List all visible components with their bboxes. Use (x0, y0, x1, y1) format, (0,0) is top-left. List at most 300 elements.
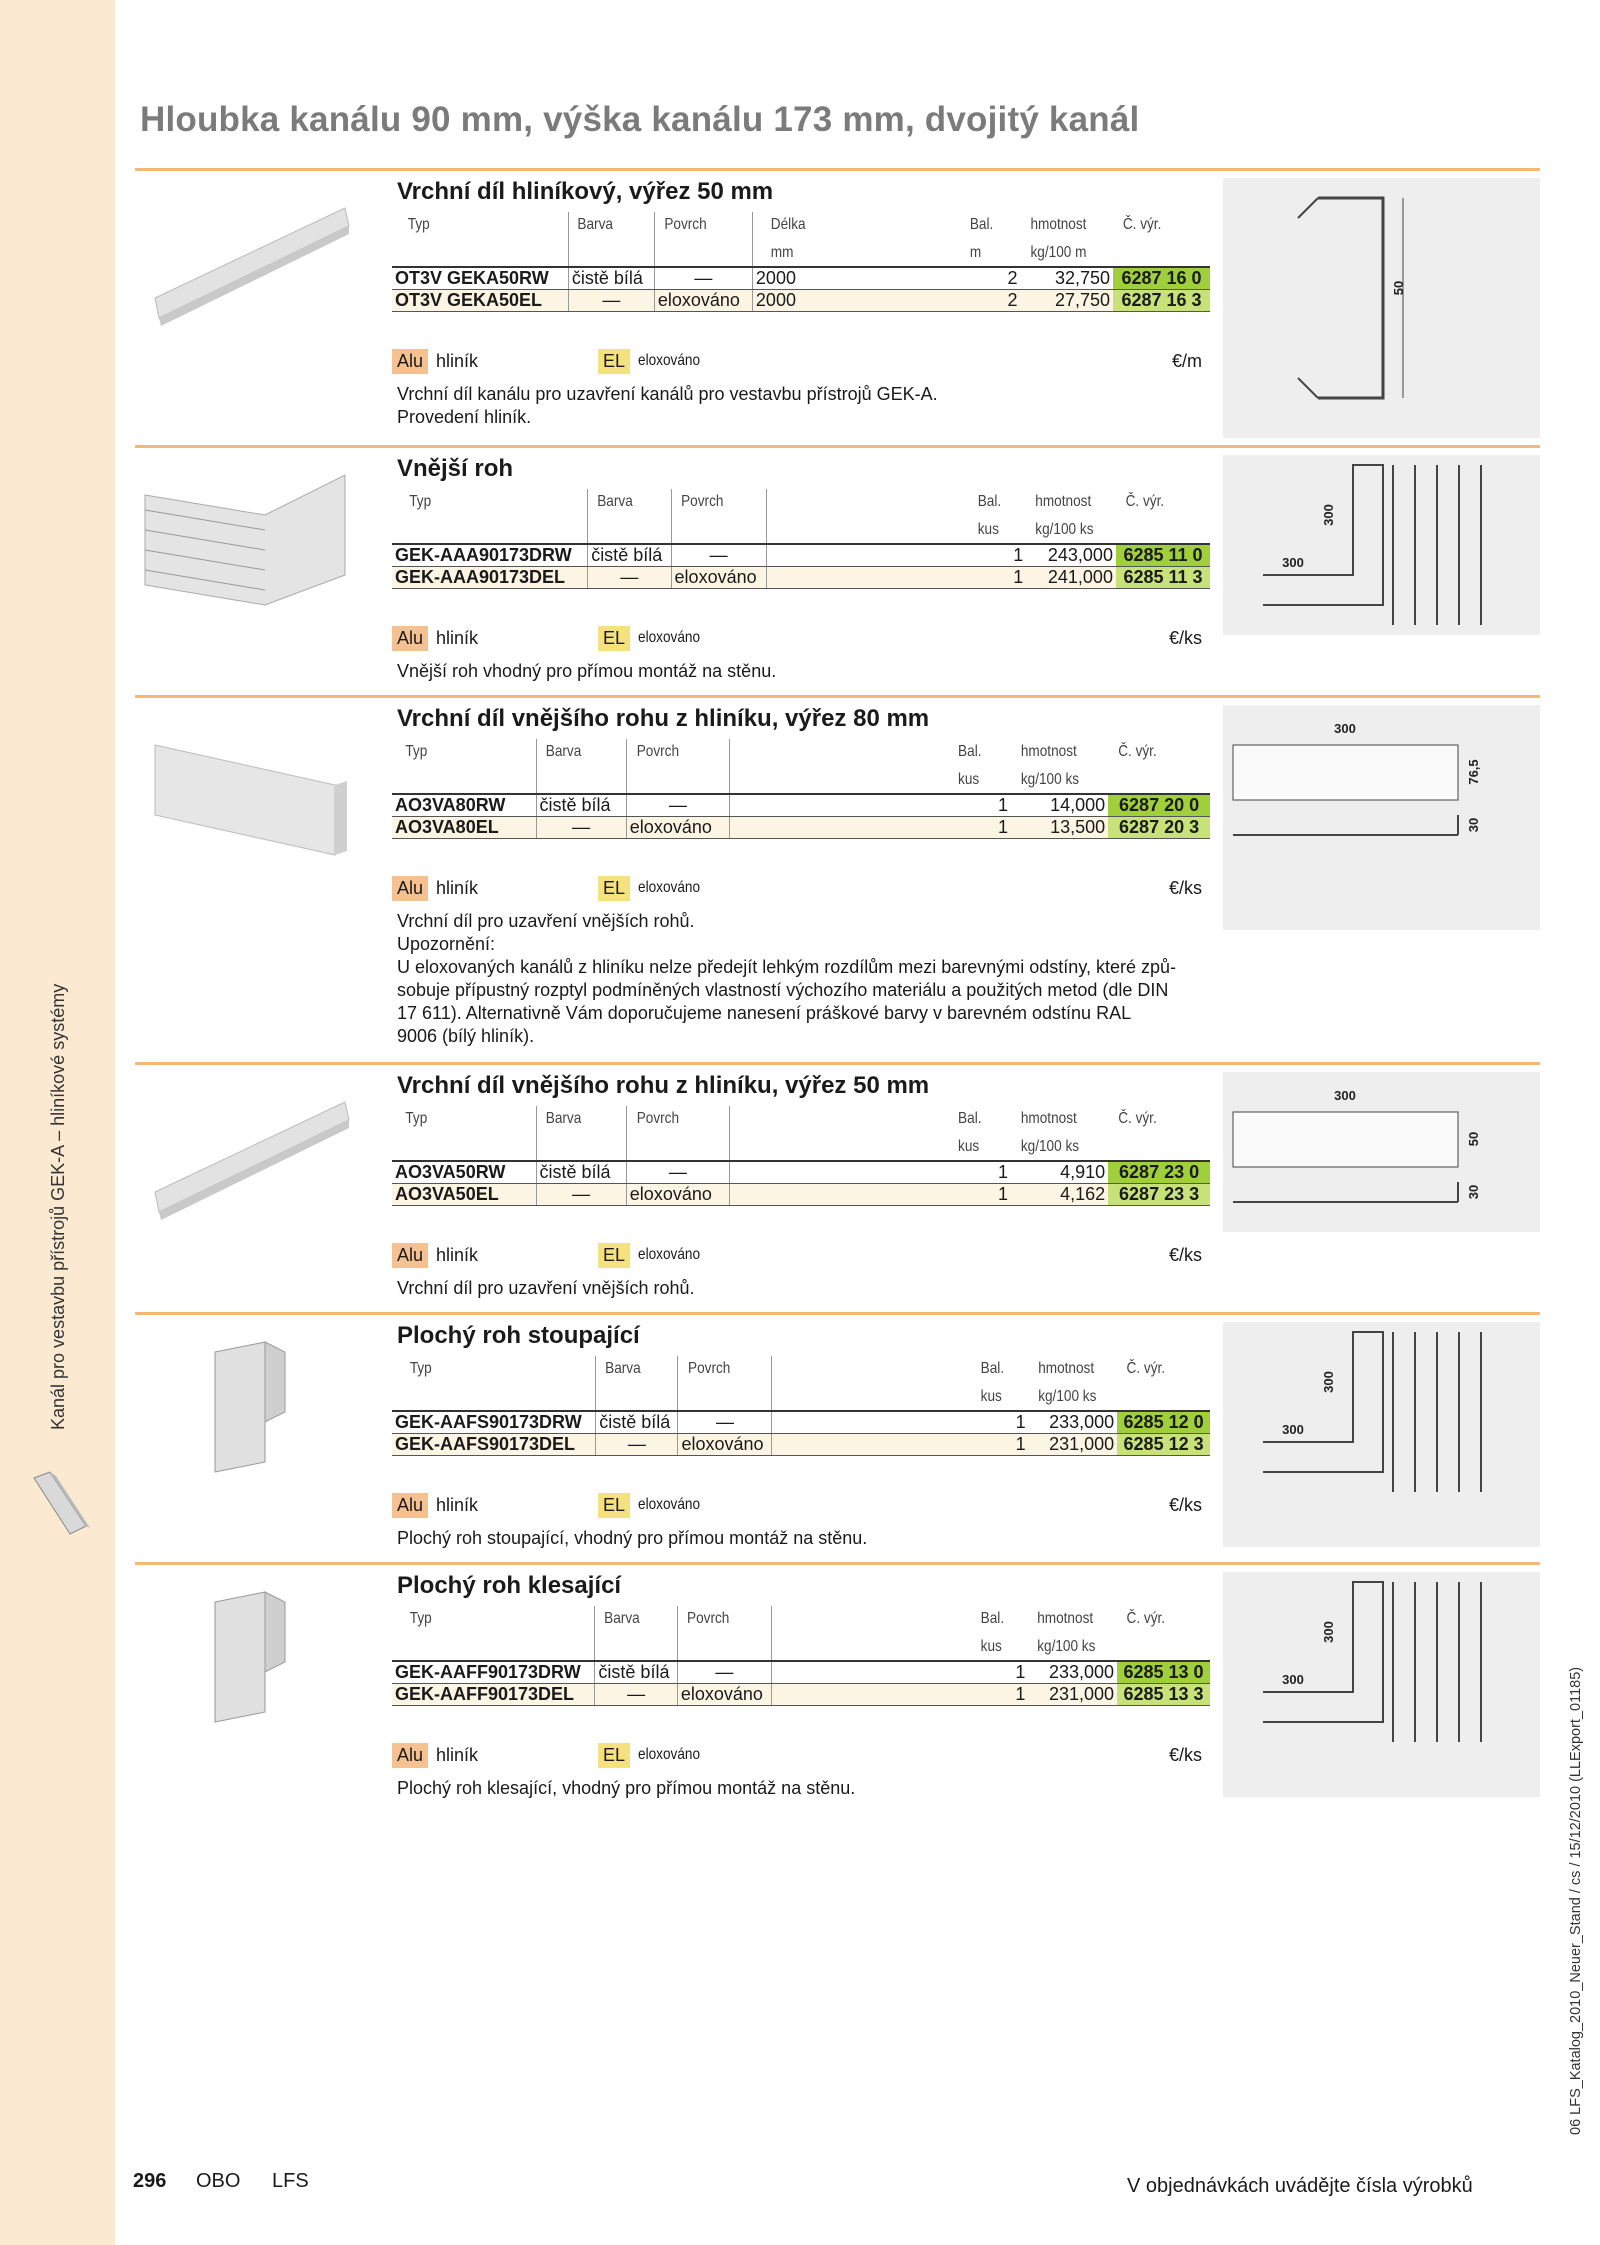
table-row (392, 267, 1210, 290)
section-divider (135, 695, 1540, 698)
cell-povrch: eloxováno (626, 1184, 729, 1206)
column-unit (543, 1132, 620, 1161)
cell-cislo: 6285 11 3 (1116, 567, 1210, 589)
price-unit: €/ks (1168, 627, 1202, 648)
cell-barva: — (595, 1684, 677, 1706)
column-unit (1116, 765, 1203, 794)
section-description (397, 1527, 1217, 1550)
section-title: Vnější roh (397, 455, 514, 482)
cell-cislo: 6287 16 3 (1113, 290, 1210, 312)
cell-povrch: eloxováno (671, 567, 766, 589)
section-divider (135, 1062, 1540, 1065)
order-note: V objednávkách uvádějte čísla výrobků (1127, 2175, 1473, 2197)
section-title: Plochý roh klesající (397, 1572, 622, 1599)
cell-typ: GEK-AAFF90173DRW (392, 1661, 595, 1684)
spec-table (392, 1356, 1210, 1456)
cell-cislo: 6285 13 3 (1117, 1684, 1210, 1706)
column-unit (662, 238, 745, 267)
table-row (392, 1161, 1210, 1184)
section-description (397, 910, 1217, 1048)
description-line: Vnější roh vhodný pro přímou montáž na stěnu. (397, 661, 777, 681)
cell-cislo: 6285 12 0 (1117, 1411, 1210, 1434)
description-line: Provedení hliník. (397, 407, 532, 427)
dimension-label: 30 (1466, 1184, 1481, 1200)
price-unit: €/ks (1168, 877, 1202, 898)
table-row (392, 1684, 1210, 1706)
cell-delka (766, 544, 971, 567)
column-header: Typ (405, 212, 555, 238)
cell-delka: 2000 (752, 267, 963, 290)
section-title: Plochý roh stoupající (397, 1322, 640, 1349)
column-header: Povrch (678, 489, 759, 515)
unit-row (392, 765, 1210, 794)
cell-cislo: 6287 20 3 (1108, 817, 1210, 839)
cell-bal: 1 (971, 567, 1027, 589)
cell-bal: 1 (974, 1411, 1029, 1434)
column-header (787, 1356, 959, 1382)
column-header: Povrch (662, 212, 745, 238)
page-number: 296 (133, 2170, 167, 2192)
technical-drawing (1223, 705, 1540, 930)
header-row (392, 1606, 1210, 1632)
cell-typ: OT3V GEKA50EL (392, 290, 568, 312)
cell-cislo: 6287 23 0 (1108, 1161, 1210, 1184)
cell-povrch: — (671, 544, 766, 567)
channel-thumbnail-icon (30, 1468, 90, 1538)
el-label: eloxováno (638, 879, 701, 896)
column-unit (405, 238, 555, 267)
column-unit (746, 1132, 934, 1161)
alu-label: hliník (436, 877, 479, 898)
column-unit: kus (955, 1132, 1006, 1161)
column-header: Povrch (685, 1356, 765, 1382)
spec-table (392, 1606, 1210, 1706)
dimension-label: 50 (1466, 1131, 1481, 1147)
cell-povrch: eloxováno (678, 1434, 772, 1456)
column-unit (782, 515, 956, 544)
el-badge: EL (598, 1743, 630, 1768)
cell-hmotnost: 241,000 (1026, 567, 1116, 589)
cell-bal: 1 (951, 1184, 1011, 1206)
dimension-label: 50 (1391, 280, 1406, 296)
table-row (392, 567, 1210, 589)
column-unit: kg/100 ks (1033, 515, 1109, 544)
cell-cislo: 6285 12 3 (1117, 1434, 1210, 1456)
alu-badge: Alu (392, 1493, 428, 1518)
column-unit (575, 238, 648, 267)
cell-hmotnost: 233,000 (1028, 1661, 1117, 1684)
alu-badge: Alu (392, 1743, 428, 1768)
column-unit: kus (978, 1632, 1025, 1661)
description-line: Vrchní díl pro uzavření vnějších rohů. (397, 911, 695, 931)
column-header: Barva (594, 489, 665, 515)
cell-hmotnost: 27,750 (1021, 290, 1114, 312)
column-header: Č. výr. (1126, 1610, 1166, 1627)
column-unit (1116, 1132, 1203, 1161)
column-header: hmotnost (1030, 216, 1086, 233)
column-unit (1124, 1382, 1203, 1411)
price-unit: €/ks (1168, 1494, 1202, 1515)
cell-cislo: 6285 11 0 (1116, 544, 1210, 567)
column-header: Bal. (977, 493, 1001, 510)
document-reference: 06 LFS_Katalog_2010_Neuer_Stand / cs / 15/12/2010 (LLExport_01185) (1568, 1666, 1584, 2135)
dimension-label: 300 (1334, 1088, 1356, 1103)
description-line: Plochý roh stoupající, vhodný pro přímou montáž na stěnu. (397, 1528, 868, 1548)
dimension-label: 300 (1321, 1371, 1336, 1393)
description-line: Vrchní díl kanálu pro uzavření kanálů pro vestavbu přístrojů GEK-A. (397, 384, 938, 404)
cell-bal: 1 (974, 1661, 1029, 1684)
description-line: sobuje přípustný rozptyl podmíněných vlastností výchozího materiálu a použitých metod (dle DIN (397, 980, 1169, 1000)
cell-barva: čistě bílá (595, 1661, 677, 1684)
cell-povrch: eloxováno (654, 290, 752, 312)
cell-typ: GEK-AAFF90173DEL (392, 1684, 595, 1706)
column-header: hmotnost (1020, 743, 1077, 760)
column-unit (602, 1382, 672, 1411)
cell-hmotnost: 4,162 (1011, 1184, 1108, 1206)
column-unit (407, 1382, 580, 1411)
section-divider (135, 1562, 1540, 1565)
column-unit (634, 765, 722, 794)
cell-barva: — (596, 1434, 678, 1456)
el-badge: EL (598, 349, 630, 374)
section-title: Vrchní díl hliníkový, výřez 50 mm (397, 178, 774, 205)
section-title: Vrchní díl vnějšího rohu z hliníku, výřez 50 mm (397, 1072, 930, 1099)
material-legend (392, 347, 1210, 375)
cell-bal: 1 (974, 1684, 1029, 1706)
cell-typ: GEK-AAA90173DRW (392, 544, 588, 567)
unit-row (392, 238, 1210, 267)
column-unit (1124, 1632, 1203, 1661)
header-row (392, 1356, 1210, 1382)
column-unit (543, 765, 620, 794)
dimension-label: 300 (1321, 1621, 1336, 1643)
column-unit (1123, 515, 1203, 544)
el-badge: EL (598, 876, 630, 901)
table-row (392, 1434, 1210, 1456)
cell-barva: čistě bílá (596, 1411, 678, 1434)
unit-row (392, 515, 1210, 544)
column-header: Č. výr. (1118, 1110, 1157, 1127)
unit-row (392, 1382, 1210, 1411)
cell-bal: 2 (963, 290, 1020, 312)
cell-povrch: eloxováno (677, 1684, 771, 1706)
column-unit (634, 1132, 722, 1161)
column-header: Bal. (957, 1110, 982, 1127)
cell-typ: AO3VA50EL (392, 1184, 536, 1206)
el-label: eloxováno (638, 1246, 701, 1263)
cell-typ: AO3VA80RW (392, 794, 536, 817)
column-unit: kg/100 ks (1035, 1382, 1110, 1411)
cell-bal: 1 (951, 1161, 1011, 1184)
column-header: Délka (771, 216, 806, 233)
alu-label: hliník (436, 350, 479, 371)
table-row (392, 817, 1210, 839)
dimension-label: 300 (1334, 721, 1356, 736)
cell-delka (729, 794, 951, 817)
column-unit (403, 1132, 525, 1161)
cell-povrch: — (626, 794, 729, 817)
column-header: Typ (407, 489, 573, 515)
spec-table (392, 739, 1210, 839)
product-photo (135, 1322, 365, 1522)
material-legend (392, 1241, 1210, 1269)
cell-povrch: — (677, 1661, 771, 1684)
column-unit: kg/100 ks (1035, 1632, 1110, 1661)
product-photo (135, 455, 365, 655)
section-description (397, 1277, 1217, 1300)
column-header: Barva (575, 212, 648, 238)
material-legend (392, 874, 1210, 902)
section-divider (135, 168, 1540, 171)
column-unit (787, 1382, 959, 1411)
product-section (135, 695, 1540, 1046)
cell-typ: AO3VA50RW (392, 1161, 536, 1184)
el-label: eloxováno (638, 629, 701, 646)
table-row (392, 794, 1210, 817)
dimension-label: 300 (1321, 504, 1336, 526)
header-row (392, 212, 1210, 238)
cell-povrch: — (678, 1411, 772, 1434)
column-header: Č. výr. (1118, 743, 1157, 760)
division-name: LFS (272, 2170, 309, 2192)
column-unit: mm (768, 238, 947, 267)
material-legend (392, 1491, 1210, 1519)
description-line: Vrchní díl pro uzavření vnějších rohů. (397, 1278, 695, 1298)
column-unit: kg/100 ks (1018, 1132, 1101, 1161)
column-header (787, 1606, 959, 1632)
cell-hmotnost: 233,000 (1029, 1411, 1118, 1434)
cell-delka (729, 817, 951, 839)
cell-barva: — (568, 290, 654, 312)
header-row (392, 739, 1210, 765)
column-header: Barva (543, 1106, 620, 1132)
column-unit (685, 1382, 765, 1411)
column-header (782, 489, 956, 515)
column-header: hmotnost (1020, 1110, 1077, 1127)
price-unit: €/m (1171, 350, 1202, 371)
column-header: Barva (602, 1356, 672, 1382)
column-header: Č. výr. (1126, 1360, 1166, 1377)
column-header: Povrch (634, 739, 722, 765)
cell-bal: 2 (963, 267, 1020, 290)
column-unit (678, 515, 759, 544)
alu-badge: Alu (392, 1243, 428, 1268)
column-unit (684, 1632, 764, 1661)
column-header: Typ (407, 1606, 579, 1632)
column-unit: m (968, 238, 1017, 267)
table-row (392, 544, 1210, 567)
cell-bal: 1 (951, 794, 1011, 817)
alu-label: hliník (436, 1494, 479, 1515)
cell-povrch: — (654, 267, 752, 290)
column-header: Barva (601, 1606, 671, 1632)
section-title: Vrchní díl vnějšího rohu z hliníku, výřez 80 mm (397, 705, 930, 732)
column-unit (407, 515, 573, 544)
description-line: Upozornění: (397, 934, 496, 954)
cell-cislo: 6287 16 0 (1113, 267, 1210, 290)
product-section (135, 445, 1540, 715)
column-header: Typ (403, 739, 525, 765)
cell-delka: 2000 (752, 290, 963, 312)
column-header: Bal. (970, 216, 994, 233)
column-header: Bal. (980, 1360, 1004, 1377)
column-unit: kg/100 m (1027, 238, 1106, 267)
cell-povrch: — (626, 1161, 729, 1184)
alu-badge: Alu (392, 876, 428, 901)
column-header: Č. výr. (1125, 493, 1165, 510)
brand-name: OBO (196, 2170, 241, 2192)
dimension-label: 30 (1466, 817, 1481, 833)
el-label: eloxováno (638, 1746, 701, 1763)
technical-drawing (1223, 178, 1540, 438)
cell-bal: 1 (951, 817, 1011, 839)
column-header: hmotnost (1035, 493, 1092, 510)
column-header: hmotnost (1037, 1610, 1094, 1627)
column-header: Bal. (980, 1610, 1004, 1627)
cell-povrch: eloxováno (626, 817, 729, 839)
cell-hmotnost: 32,750 (1021, 267, 1114, 290)
cell-delka (729, 1184, 951, 1206)
cell-hmotnost: 243,000 (1026, 544, 1116, 567)
cell-delka (772, 1411, 974, 1434)
product-photo (135, 178, 365, 378)
price-unit: €/ks (1168, 1244, 1202, 1265)
cell-cislo: 6287 20 0 (1108, 794, 1210, 817)
cell-barva: čistě bílá (568, 267, 654, 290)
column-header (746, 739, 934, 765)
cell-barva: — (588, 567, 671, 589)
sidebar-label: Kanál pro vestavbu přístrojů GEK-A – hliníkové systémy (48, 983, 68, 1430)
column-header (746, 1106, 934, 1132)
cell-hmotnost: 231,000 (1028, 1684, 1117, 1706)
section-divider (135, 445, 1540, 448)
column-unit (746, 765, 934, 794)
column-header: Barva (543, 739, 620, 765)
material-legend (392, 624, 1210, 652)
column-unit (1120, 238, 1202, 267)
price-unit: €/ks (1168, 1744, 1202, 1765)
column-header: Povrch (634, 1106, 722, 1132)
table-row (392, 290, 1210, 312)
technical-drawing (1223, 1572, 1540, 1797)
column-unit (787, 1632, 959, 1661)
alu-label: hliník (436, 627, 479, 648)
column-unit (407, 1632, 579, 1661)
el-badge: EL (598, 1493, 630, 1518)
column-unit (403, 765, 525, 794)
spec-table (392, 212, 1210, 312)
product-section (135, 1562, 1540, 1832)
cell-cislo: 6287 23 3 (1108, 1184, 1210, 1206)
description-line: 17 611). Alternativně Vám doporučujeme nanesení práškové barvy v barevném odstínu RAL (397, 1003, 1132, 1023)
column-unit: kus (955, 765, 1006, 794)
description-line: 9006 (bílý hliník). (397, 1026, 535, 1046)
cell-delka (729, 1161, 951, 1184)
alu-label: hliník (436, 1244, 479, 1265)
cell-hmotnost: 14,000 (1011, 794, 1108, 817)
section-description (397, 660, 1217, 683)
cell-hmotnost: 4,910 (1011, 1161, 1108, 1184)
page-title: Hloubka kanálu 90 mm, výška kanálu 173 mm, dvojitý kanál (140, 100, 1140, 139)
cell-delka (771, 1684, 973, 1706)
cell-cislo: 6285 13 0 (1117, 1661, 1210, 1684)
dimension-label: 300 (1282, 555, 1304, 570)
column-unit (601, 1632, 671, 1661)
sidebar-band (0, 0, 115, 2245)
product-section (135, 168, 1540, 438)
el-badge: EL (598, 626, 630, 651)
cell-hmotnost: 13,500 (1011, 817, 1108, 839)
cell-delka (766, 567, 971, 589)
product-section (135, 1062, 1540, 1332)
unit-row (392, 1132, 1210, 1161)
technical-drawing (1223, 1072, 1540, 1232)
column-header: Typ (403, 1106, 525, 1132)
description-line: U eloxovaných kanálů z hliníku nelze předejít lehkým rozdílům mezi barevnými odstíny, které způ- (397, 957, 1177, 977)
technical-drawing (1223, 1322, 1540, 1547)
dimension-label: 76,5 (1466, 759, 1481, 785)
table-row (392, 1411, 1210, 1434)
column-header: Bal. (957, 743, 982, 760)
cell-barva: — (536, 1184, 626, 1206)
cell-barva: čistě bílá (588, 544, 671, 567)
unit-row (392, 1632, 1210, 1661)
column-unit: kus (975, 515, 1022, 544)
column-unit: kg/100 ks (1018, 765, 1101, 794)
alu-label: hliník (436, 1744, 479, 1765)
column-header: Č. výr. (1122, 216, 1162, 233)
cell-typ: GEK-AAFS90173DRW (392, 1411, 596, 1434)
product-photo (135, 705, 365, 905)
cell-barva: čistě bílá (536, 794, 626, 817)
column-header: Typ (407, 1356, 580, 1382)
alu-badge: Alu (392, 349, 428, 374)
header-row (392, 489, 1210, 515)
spec-table (392, 489, 1210, 589)
table-row (392, 1184, 1210, 1206)
column-unit (594, 515, 665, 544)
cell-typ: GEK-AAFS90173DEL (392, 1434, 596, 1456)
column-header: hmotnost (1037, 1360, 1094, 1377)
el-label: eloxováno (638, 1496, 701, 1513)
description-line: Plochý roh klesající, vhodný pro přímou montáž na stěnu. (397, 1778, 856, 1798)
dimension-label: 300 (1282, 1422, 1304, 1437)
alu-badge: Alu (392, 626, 428, 651)
section-divider (135, 1312, 1540, 1315)
header-row (392, 1106, 1210, 1132)
material-legend (392, 1741, 1210, 1769)
cell-delka (771, 1661, 973, 1684)
cell-bal: 1 (974, 1434, 1029, 1456)
column-header: Povrch (684, 1606, 764, 1632)
section-description (397, 383, 1217, 429)
product-photo (135, 1572, 365, 1772)
cell-hmotnost: 231,000 (1029, 1434, 1118, 1456)
column-unit: kus (978, 1382, 1025, 1411)
el-badge: EL (598, 1243, 630, 1268)
product-photo (135, 1072, 365, 1272)
cell-bal: 1 (971, 544, 1027, 567)
el-label: eloxováno (638, 352, 701, 369)
section-description (397, 1777, 1217, 1800)
table-row (392, 1661, 1210, 1684)
cell-delka (772, 1434, 974, 1456)
spec-table (392, 1106, 1210, 1206)
cell-typ: AO3VA80EL (392, 817, 536, 839)
product-section (135, 1312, 1540, 1582)
cell-barva: čistě bílá (536, 1161, 626, 1184)
cell-typ: OT3V GEKA50RW (392, 267, 568, 290)
